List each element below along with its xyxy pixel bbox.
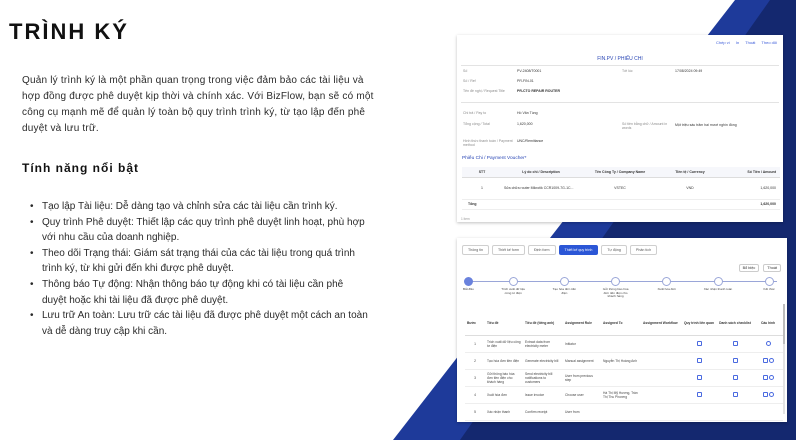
follow-button[interactable]: Theo dõi [761, 40, 777, 45]
step-label: Bắt đầu [463, 287, 474, 291]
workflow-designer-screenshot [457, 238, 787, 422]
exit-button[interactable]: Thoát [763, 264, 781, 272]
table-cell [681, 369, 717, 386]
feature-item: • Lưu trữ An toàn: Lưu trữ các tài liệu đã được phê duyệt một cách an toàn và dễ dàng truy cập khi cần. [28, 308, 368, 339]
tab-form-design[interactable]: Thiết kế form [492, 245, 525, 255]
column-header: Số Tiền / Amount [720, 167, 780, 177]
table-cell: Initiator [563, 335, 601, 352]
table-cell: Sửa chữa router Mikrotik CCR1009-7G-1C... [502, 177, 580, 199]
voucher-section-title: Phiếu Chi / Payment Voucher* [462, 156, 527, 161]
checklist-icon[interactable] [733, 375, 738, 380]
column-header: STT [462, 167, 502, 177]
table-row[interactable] [465, 369, 783, 386]
column-header: Lý do chi / Description [502, 167, 580, 177]
table-cell: Gửi thông báo hóa đơn tiền điện cho khách hàng [485, 369, 523, 386]
step-issue-invoice[interactable] [652, 276, 682, 292]
related-process-icon[interactable] [697, 392, 702, 397]
step-confirm-payment[interactable] [703, 276, 733, 292]
tab-process-design[interactable]: Thiết kế quy trình [559, 245, 599, 255]
field-label: Tên đề nghị / Request Title [463, 89, 505, 93]
step-start[interactable] [457, 276, 483, 292]
feature-item: • Quy trình Phê duyệt: Thiết lập các quy trình phê duyệt linh hoạt, phù hợp với nhu cầu của doanh nghiệp. [28, 215, 368, 246]
table-cell [641, 386, 681, 403]
table-cell: 1 [462, 177, 502, 199]
table-cell [753, 403, 783, 420]
table-cell [717, 386, 753, 403]
table-cell: 4 [465, 386, 485, 403]
related-process-icon[interactable] [697, 375, 702, 380]
table-cell: Tạo hóa đơn tiền điện [485, 352, 523, 369]
step-create-bill[interactable] [549, 276, 579, 295]
feature-item: • Tạo lập Tài liệu: Dễ dàng tạo và chỉnh sửa các tài liệu cần trình ký. [28, 199, 368, 215]
features-heading: Tính năng nổi bật [22, 161, 139, 175]
table-cell [681, 335, 717, 352]
table-cell: Issue invoice [523, 386, 563, 403]
table-cell [641, 369, 681, 386]
field-value: PR-CTO REPAIR ROUTER [517, 89, 561, 93]
table-cell [753, 335, 783, 352]
column-header: Quy trình liên quan [681, 311, 717, 335]
table-row[interactable] [465, 352, 783, 369]
step-dot [714, 277, 723, 286]
table-cell [717, 352, 753, 369]
table-cell: Nguyễn Thị Hoàng Anh [601, 352, 641, 369]
column-header: Assigned To [601, 311, 641, 335]
workflow-steps-table [465, 311, 783, 421]
field-value: UNC/Remittance [517, 139, 544, 143]
step-dot [560, 277, 569, 286]
step-dot [611, 277, 620, 286]
step-send-notification[interactable] [601, 276, 631, 299]
step-dot [662, 277, 671, 286]
table-cell [717, 403, 753, 420]
scrollbar-thumb[interactable] [783, 304, 785, 344]
field-value: PR-FIN-01 [517, 79, 534, 83]
column-header: Tiêu đề [485, 311, 523, 335]
settings-icon[interactable] [769, 392, 774, 397]
checklist-icon[interactable] [733, 358, 738, 363]
step-dot [509, 277, 518, 286]
voucher-heading: FIN.PV / PHIẾU CHI [597, 56, 643, 62]
table-cell: Confirm receipt [523, 403, 563, 420]
settings-icon[interactable] [769, 375, 774, 380]
intro-paragraph: Quản lý trình ký là một phần quan trọng trong việc đảm bảo các tài liệu và hợp đồng được phê duyệt kịp thời và chính xác. Với BizFlow, bạn sẽ có một công cụ mạnh mẽ để quản lý toàn bộ quy trình trình ký, từ tạo lập đến phê duyệt và lưu trữ. [22, 75, 374, 134]
table-cell: Trích xuất dữ liệu công tơ điện [485, 335, 523, 352]
checklist-icon[interactable] [733, 341, 738, 346]
table-cell: User from [563, 403, 601, 420]
table-cell [753, 352, 783, 369]
scrollbar[interactable] [783, 304, 785, 414]
column-header: Danh sách checklist [717, 311, 753, 335]
table-cell: 5 [465, 403, 485, 420]
tab-form-define[interactable]: Định form [528, 245, 556, 255]
field-label: Số tiền bằng chữ / Amount in words [622, 122, 668, 130]
step-extract-data[interactable] [498, 276, 528, 295]
voucher-table [462, 167, 780, 210]
voucher-actions [716, 40, 777, 45]
workflow-actions [739, 264, 781, 272]
table-cell: Xuất hóa đơn [485, 386, 523, 403]
feature-item: • Theo dõi Trạng thái: Giám sát trạng thái của các tài liệu trong quá trình trình ký, từ khi gửi đến khi được phê duyệt. [28, 246, 368, 277]
table-cell [681, 352, 717, 369]
column-header: Assignment Rule [563, 311, 601, 335]
table-cell [601, 403, 641, 420]
exit-button[interactable]: Thoát [745, 40, 756, 45]
column-header: Bước [465, 311, 485, 335]
table-cell: VSTEC [580, 177, 660, 199]
field-value: Hồ Văn Tùng [517, 111, 538, 115]
field-label: Tới lúc [622, 69, 633, 73]
column-header: Assignment Workflow [641, 311, 681, 335]
total-value: 1,620,000 [720, 199, 780, 209]
table-cell [717, 335, 753, 352]
column-header: Tên Công Ty / Company Name [580, 167, 660, 177]
field-value: 17/08/2024 09:49 [675, 69, 703, 73]
settings-icon[interactable] [766, 341, 771, 346]
feature-item: • Thông báo Tự động: Nhận thông báo tự động khi có tài liệu cần phê duyệt hoặc khi tài liệu đã được phê duyệt. [28, 277, 368, 308]
field-label: Hình thức thanh toán / Payment method [463, 139, 513, 147]
table-cell [753, 369, 783, 386]
checklist-icon[interactable] [733, 392, 738, 397]
table-cell: Send electricity bill notifications to customers [523, 369, 563, 386]
table-cell: User from previous step [563, 369, 601, 386]
table-cell: 2 [465, 352, 485, 369]
table-cell: VND [660, 177, 720, 199]
table-row[interactable] [465, 386, 783, 403]
field-value: 1,620,000 [517, 122, 533, 126]
step-label: Tạo hóa đơn tiền điện [552, 287, 577, 295]
field-value: Một triệu sáu trăm hai mươi nghìn đồng [675, 123, 737, 127]
field-label: Tổng cộng / Total [463, 122, 490, 126]
tab-analytics[interactable]: Phân tích [630, 245, 657, 255]
step-label: Trích xuất dữ liệu công tơ điện [501, 287, 526, 295]
column-header: Cấu hình [753, 311, 783, 335]
table-cell [753, 386, 783, 403]
step-label: Gửi thông báo hóa đơn tiền điện cho khách hàng [602, 287, 629, 299]
edit-icon[interactable] [763, 392, 768, 397]
table-footer: 1 item [461, 217, 470, 221]
edit-icon[interactable] [763, 358, 768, 363]
table-row[interactable] [465, 335, 783, 352]
related-process-icon[interactable] [697, 341, 702, 346]
table-cell: Generate electricity bill [523, 352, 563, 369]
table-cell [641, 403, 681, 420]
tab-automation[interactable]: Tự động [601, 245, 627, 255]
tab-info[interactable]: Thông tin [462, 245, 489, 255]
features-list [28, 199, 368, 339]
table-cell [681, 386, 717, 403]
settings-icon[interactable] [769, 358, 774, 363]
table-cell: 1 [465, 335, 485, 352]
table-cell: Extract data from electricity meter [523, 335, 563, 352]
save-button[interactable]: Bổ biệc [739, 264, 760, 272]
payment-voucher-screenshot [457, 35, 783, 222]
page-title: TRÌNH KÝ [9, 19, 129, 44]
table-cell [641, 335, 681, 352]
step-label: Xác nhận thanh toán [703, 287, 733, 291]
divider [461, 65, 779, 66]
step-dot [765, 277, 774, 286]
edit-icon[interactable] [763, 375, 768, 380]
table-cell [681, 403, 717, 420]
step-end[interactable] [754, 276, 784, 292]
step-dot [464, 277, 473, 286]
table-cell: 1,620,000 [720, 177, 780, 199]
table-cell: Choose user [563, 386, 601, 403]
table-cell: 3 [465, 369, 485, 386]
column-header: Tiền tệ / Currency [660, 167, 720, 177]
field-label: Số / Ref [463, 79, 476, 83]
table-cell: Hà Thị Mỹ Hương, Trần Thị Thu Phương [601, 386, 641, 403]
process-stepper [462, 276, 782, 300]
table-cell [601, 335, 641, 352]
table-cell [641, 352, 681, 369]
workflow-tabs [462, 245, 657, 255]
field-value: PV-2408/T0001 [517, 69, 542, 73]
table-cell [601, 369, 641, 386]
field-label: Số [463, 69, 468, 73]
table-cell: Xác nhận thanh [485, 403, 523, 420]
field-label: Chi trả / Pay to [463, 111, 487, 115]
step-label: Kết thúc [763, 287, 775, 291]
table-cell [717, 369, 753, 386]
table-row[interactable] [462, 177, 780, 199]
print-button[interactable]: In [735, 40, 740, 45]
divider [461, 102, 779, 103]
copy-button[interactable]: Chép ví [716, 40, 730, 45]
related-process-icon[interactable] [697, 358, 702, 363]
step-label: Xuất hóa đơn [657, 287, 677, 291]
table-row[interactable] [465, 403, 783, 420]
table-cell: Manual assignment [563, 352, 601, 369]
column-header: Tiêu đề (tiếng anh) [523, 311, 563, 335]
total-row [462, 199, 780, 209]
total-label: Tổng [462, 199, 502, 209]
